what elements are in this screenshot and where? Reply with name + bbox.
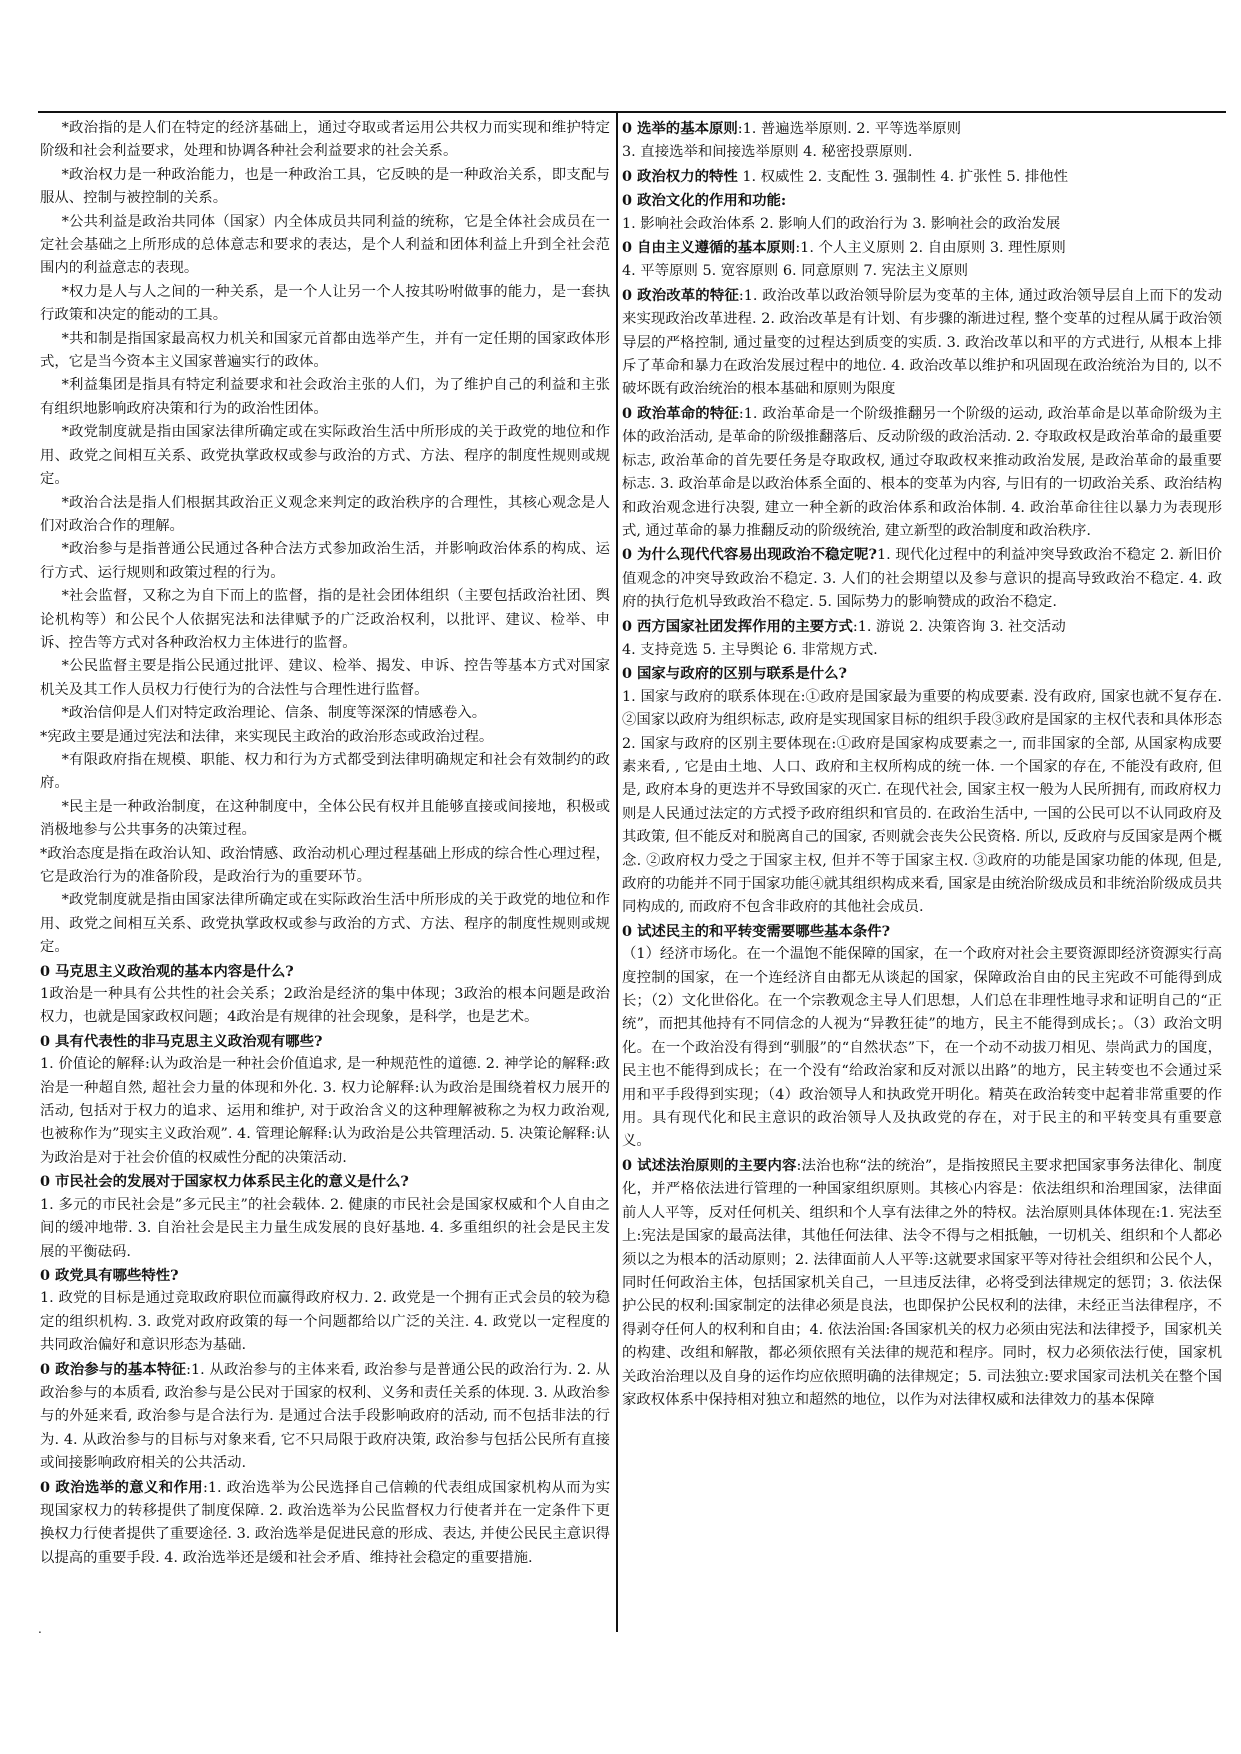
question-item — [622, 402, 1222, 543]
answer-paragraph: 1. 政党的目标是通过竞取政府职位而赢得政府权力. 2. 政党是一个拥有正式会员的较为稳定的组织机构. 3. 政党对政府政策的每一个问题都给以广泛的关注. 4. 政党以一定程度的共同政治偏好和意识形态为基础. — [40, 1290, 610, 1354]
answer-text: :1. 普遍选举原则. 2. 平等选举原则 — [737, 121, 962, 137]
question-item — [40, 1358, 610, 1476]
answer-paragraph: 1. 影响社会政治体系 2. 影响人们的政治行为 3. 影响社会的政治发展 — [622, 215, 1061, 232]
answer-paragraph: 1. 国家与政府的联系体现在:①政府是国家最为重要的构成要素. 没有政府, 国家也就不复存在. ②国家以政府为组织标志, 政府是实现国家目标的组织手段③政府是国家的主权代表和具体形态 2. 国家与政府的区别主要体现在:①政府是国家构成要素之一, 而非国家的全部, 从国家构成要素来看, , 它是由土地、人口、政府和主权所构成的统一体. 一个国家的存在, 不能没有政府, 但是, 政府本身的更迭并不导致国家的灭亡. 在现代社会, 国家主权一般为人民所拥有, 而政府权力则是人民通过法定的方式授予政府组织和官员的. 在政治生活中, 一国的公民可以不认同政府及其政策, 但不能反对和脱离自己的国家, 否则就会丧失公民资格. 所以, 反政府与反国家是两个概念. ②政府权力受之于国家主权, 但并不等于国家主权. ③政府的功能是国家功能的体现, 但是, 政府的功能并不同于国家功能④就其组织构成来看, 国家是由统治阶级成员和非统治阶级成员共同构成的, 而政府不包含非政府的其他社会成员. — [622, 688, 1222, 916]
definition-paragraph: *政治信仰是人们对特定政治理论、信条、制度等深深的情感卷入。 — [61, 705, 487, 722]
question-heading: 0 政党具有哪些特性? — [40, 1266, 179, 1284]
question-heading: 0 自由主义遵循的基本原则 — [622, 239, 796, 257]
definition-paragraph: *宪政主要是通过宪法和法律，来实现民主政治的政治形态或政治过程。 — [40, 728, 494, 745]
question-heading: 0 政治参与的基本特征 — [40, 1360, 187, 1378]
question-heading: 0 选举的基本原则 — [622, 120, 738, 137]
question-heading: 0 政治文化的作用和功能: — [622, 192, 787, 210]
definition-paragraph: *政党制度就是指由国家法律所确定或在实际政治生活中所形成的关于政党的地位和作用、政党之间相互关系、政党执掌政权或参与政治的方式、方法、程序的制度性规则或规定。 — [40, 892, 610, 956]
answer-paragraph: 4. 支持竞选 5. 主导舆论 6. 非常规方式. — [622, 641, 878, 658]
answer-text: :1. 政治选举为公民选择自己信赖的代表组成国家机构从而为实现国家权力的转移提供了制度保障. 2. 政治选举为公民监督权力行使者并在一定条件下更换权力行使者提供了重要途径. 3. 政治选举是促进民意的形成、表达, 并使公民民主意识得以提高的重要手段. 4. 政治选举还是缓和社会矛盾、维持社会稳定的重要措施. — [40, 1479, 611, 1566]
question-heading: 0 试述民主的和平转变需要哪些基本条件? — [622, 922, 891, 940]
answer-text: :1. 个人主义原则 2. 自由原则 3. 理性原则 — [795, 240, 1066, 257]
right-column — [622, 117, 1222, 1412]
answer-text: :1. 从政治参与的主体来看, 政治参与是普通公民的政治行为. 2. 从政治参与的本质看, 政治参与是公民对于国家的权利、义务和责任关系的体现. 3. 从政治参与的外延来看, 政治参与是合法行为. 是通过合法手段影响政府的活动, 而不包括非法的行为. 4. 从政治参与的目标与对象来看, 它不只局限于政府决策, 政治参与包括公民所有直接或间接影响政府相关的公共活动. — [40, 1361, 610, 1472]
answer-text: :1. 游说 2. 决策咨询 3. 社交活动 — [852, 618, 1066, 635]
answer-text: :1. 政治革命是一个阶级推翻另一个阶级的运动, 政治革命是以革命阶级为主体的政治活动, 是革命的阶级推翻落后、反动阶级的政治活动. 2. 夺取政权是政治革命的最重要标志, 政治革命的首先要任务是夺取政权, 通过夺取政权来推动政治发展, 是政治革命的最重要标志. 3. 政治革命是以政治体系全面的、根本的变革为内容, 与旧有的一切政治关系、政治结构和政治观念进行决裂, 建立一种全新的政治体系和政治体制. 4. 政治革命往往以暴力为表现形式, 通过革命的暴力推翻反动的阶级统治, 建立新型的政治制度和政治秩序. — [622, 405, 1222, 539]
answer-text: 1. 现代化过程中的利益冲突导致政治不稳定 2. 新旧价值观念的冲突导致政治不稳定. 3. 人们的社会期望以及参与意识的提高导致政治不稳定. 4. 政府的执行危机导致政治不稳定. 5. 国际势力的影响赞成的政治不稳定. — [622, 547, 1222, 611]
answer-paragraph: 4. 平等原则 5. 宽容原则 6. 同意原则 7. 宪法主义原则 — [622, 263, 968, 280]
question-heading: 0 国家与政府的区别与联系是什么? — [622, 665, 847, 683]
definition-paragraph: *利益集团是指具有特定利益要求和社会政治主张的人们，为了维护自己的利益和主张有组织地影响政府决策和行为的政治性团体。 — [40, 377, 610, 417]
answer-paragraph: 3. 直接选举和间接选举原则 4. 秘密投票原则. — [622, 144, 913, 161]
question-heading: 0 试述法治原则的主要内容 — [622, 1156, 797, 1174]
answer-paragraph: （1）经济市场化。在一个温饱不能保障的国家，在一个政府对社会主要资源即经济资源实行高度控制的国家，在一个连经济自由都无从谈起的国家，保障政治自由的民主宪政不可能得到成长；（2）文化世俗化。在一个宗教观念主导人们思想，人们总在非理性地寻求和证明自己的“正统”，而把其他持有不同信念的人视为“异教狂徒”的地方，民主不能得到成长；。（3）政治文明化。在一个政治没有得到“驯服”的“自然状态”下，在一个动不动拔刀相见、崇尚武力的国度，民主也不能得到成长；在一个没有“给政治家和反对派以出路”的地方，民主转变也不会通过采用和平手段得到实现；（4）政治领导人和执政党开明化。精英在政治转变中起着非常重要的作用。具有现代化和民主意识的政治领导人及执政党的存在，对于民主的和平转变具有重要意义。 — [622, 946, 1222, 1150]
question-heading: 0 西方国家社团发挥作用的主要方式 — [622, 617, 853, 635]
question-heading: 0 市民社会的发展对于国家权力体系民主化的意义是什么? — [40, 1173, 409, 1191]
question-heading: 0 政治选举的意义和作用 — [40, 1478, 204, 1496]
question-heading: 0 具有代表性的非马克思主义政治观有哪些? — [40, 1032, 323, 1050]
question-item — [622, 165, 1222, 189]
answer-paragraph: 1政治是一种具有公共性的社会关系；2政治是经济的集中体现；3政治的根本问题是政治权力，也就是国家政权问题；4政治是有规律的社会现象，是科学，也是艺术。 — [40, 986, 610, 1026]
question-item — [622, 543, 1222, 614]
footer-mark: . — [38, 1622, 42, 1636]
answer-text: 1. 权威性 2. 支配性 3. 强制性 4. 扩张性 5. 排他性 — [737, 168, 1069, 185]
definition-paragraph: *公民监督主要是指公民通过批评、建议、检举、揭发、申诉、控告等基本方式对国家机关及其工作人员权力行使行为的合法性与合理性进行监督。 — [40, 658, 610, 698]
definition-paragraph: *政治态度是指在政治认知、政治情感、政治动机心理过程基础上形成的综合性心理过程，它是政治行为的准备阶段，是政治行为的重要环节。 — [40, 845, 610, 885]
definition-paragraph: *社会监督，又称之为自下而上的监督，指的是社会团体组织（主要包括政治社团、舆论机构等）和公民个人依据宪法和法律赋予的广泛政治权利，以批评、建议、检举、申诉、控告等方式对各种政治权力主体进行的监督。 — [40, 588, 610, 651]
top-rule — [38, 111, 1226, 113]
question-heading: 0 政治革命的特征 — [622, 404, 739, 422]
question-heading: 0 为什么现代代容易出现政治不稳定呢? — [622, 546, 877, 564]
question-item — [622, 117, 1222, 141]
definition-paragraph: *公共利益是政治共同体（国家）内全体成员共同利益的统称，它是全体社会成员在一定社会基础之上所形成的总体意志和要求的表达，是个人利益和团体利益上升到全社会范围内的利益意志的表现。 — [40, 213, 610, 277]
definition-paragraph: *有限政府指在规模、职能、权力和行为方式都受到法律明确规定和社会有效制约的政府。 — [40, 751, 610, 792]
question-item — [40, 1476, 610, 1571]
answer-text: :法治也称“法的统治”，是指按照民主要求把国家事务法律化、制度化，并严格依法进行管理的一种国家组织原则。其核心内容是：依法组织和治理国家，法律面前人人平等，反对任何机关、组织和个人享有法律之外的特权。法治原则具体体现在:1. 宪法至上:宪法是国家的最高法律，其他任何法律、法令不得与之相抵触，一切机关、组织和个人都必须以之为根本的活动原则；2. 法律面前人人平等:这就要求国家平等对待社会组织和公民个人，同时任何政治主体，包括国家机关自己，一旦违反法律，必将受到法律规定的惩罚；3. 依法保护公民的权利:国家制定的法律必须是良法，也即保护公民权利的法律，未经正当法律程序，不得剥夺任何人的权利和自由；4. 依法治国:各国家机关的权力必须由宪法和法律授予，国家机关的构建、改组和解散，都必须依照有关法律的规范和程序。同时，权力必须依法行使，国家机关政治治理以及自身的运作均应依照明确的法律规定；5. 司法独立:要求国家司法机关在整个国家政权体系中保持相对独立和超然的地位，以作为对法律权威和法律效力的基本保障 — [622, 1157, 1222, 1408]
definition-paragraph: *政党制度就是指由国家法律所确定或在实际政治生活中所形成的关于政党的地位和作用、政党之间相互关系、政党执掌政权或参与政治的方式、方法、程序的制度性规则或规定。 — [40, 424, 610, 488]
answer-paragraph: 1. 价值论的解释:认为政治是一种社会价值追求, 是一种规范性的道德. 2. 神学论的解释:政治是一种超自然, 超社会力量的体现和外化. 3. 权力论解释:认为政治是围绕着权力展开的活动, 包括对于权力的追求、运用和维护, 对于政治含义的这种理解被称之为权力政治观, 也被称作为”现实主义政治观”. 4. 管理论解释:认为政治是公共管理活动. 5. 决策论解释:认为政治是对于社会价值的权威性分配的决策活动. — [40, 1056, 610, 1166]
answer-text: :1. 政治改革以政治领导阶层为变革的主体, 通过政治领导层自上而下的发动来实现政治改革进程. 2. 政治改革是有计划、有步骤的渐进过程, 整个变革的过程从属于政治领导层的严格控制, 通过量变的过程达到质变的实质. 3. 政治改革以和平的方式进行, 从根本上排斥了革命和暴力在政治发展过程中的地位. 4. 政治改革以维护和巩固现在政治统治为目的, 以不破坏既有政治统治的根本基础和原则为限度 — [622, 287, 1222, 398]
definition-paragraph: *共和制是指国家最高权力机关和国家元首都由选举产生，并有一定任期的国家政体形式，它是当今资本主义国家普遍实行的政体。 — [40, 330, 610, 371]
definition-paragraph: *权力是人与人之间的一种关系，是一个人让另一个人按其吩咐做事的能力，是一套执行政策和决定的能动的工具。 — [40, 283, 610, 324]
definition-paragraph: *政治权力是一种政治能力，也是一种政治工具，它反映的是一种政治关系，即支配与服从、控制与被控制的关系。 — [40, 166, 610, 207]
question-item — [622, 236, 1222, 260]
definition-paragraph: *政治合法是指人们根据其政治正义观念来判定的政治秩序的合理性，其核心观念是人们对政治合作的理解。 — [40, 494, 610, 534]
answer-paragraph: 1. 多元的市民社会是”多元民主”的社会载体. 2. 健康的市民社会是国家权威和个人自由之间的缓冲地带. 3. 自治社会是民主力量生成发展的良好基地. 4. 多重组织的社会是民主发展的平衡砝码. — [40, 1196, 610, 1260]
question-heading: 0 政治改革的特征 — [622, 286, 739, 304]
question-item — [622, 1154, 1222, 1412]
question-heading: 0 政治权力的特性 — [622, 167, 738, 185]
definition-paragraph: *政治参与是指普通公民通过各种合法方式参加政治生活，并影响政治体系的构成、运行方式、运行规则和政策过程的行为。 — [40, 541, 610, 581]
left-column — [40, 117, 610, 1570]
column-divider — [616, 112, 618, 1632]
question-heading: 0 马克思主义政治观的基本内容是什么? — [40, 962, 294, 980]
question-item — [622, 284, 1222, 402]
question-item — [622, 615, 1222, 639]
definition-paragraph: *民主是一种政治制度，在这种制度中，全体公民有权并且能够直接或间接地，积极或消极地参与公共事务的决策过程。 — [40, 798, 610, 839]
definition-paragraph: *政治指的是人们在特定的经济基础上，通过夺取或者运用公共权力而实现和维护特定阶级和社会利益要求，处理和协调各种社会利益要求的社会关系。 — [40, 120, 610, 160]
